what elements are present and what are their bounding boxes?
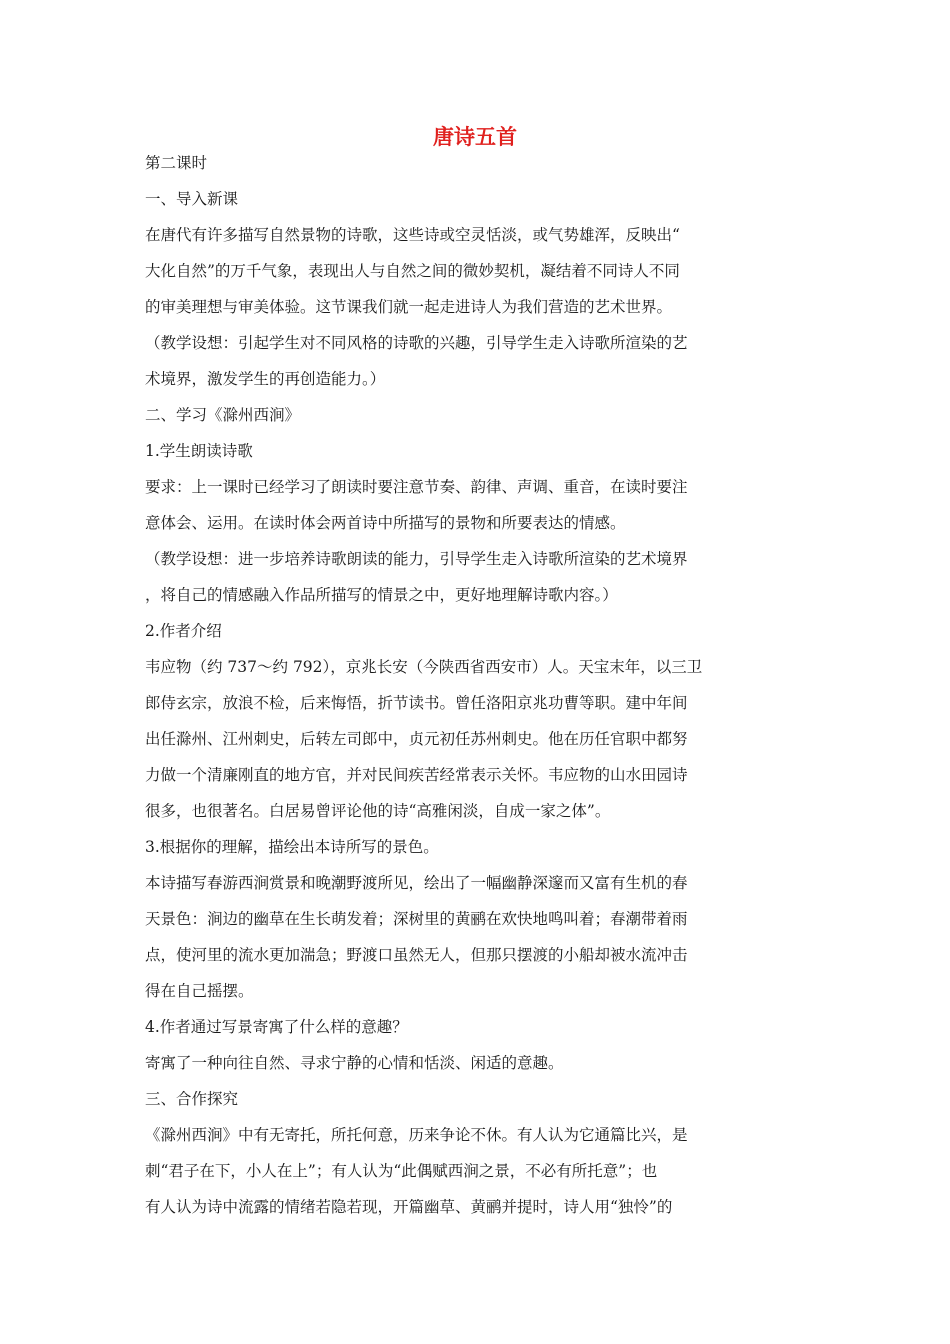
text-line: 得在自己摇摆。 <box>145 982 254 1000</box>
text-line: ，将自己的情感融入作品所描写的情景之中，更好地理解诗歌内容。） <box>145 586 618 604</box>
text-line: （教学设想：进一步培养诗歌朗读的能力，引导学生走入诗歌所渲染的艺术境界 <box>145 550 688 568</box>
text-line: 点，使河里的流水更加湍急；野渡口虽然无人，但那只摆渡的小船却被水流冲击 <box>145 946 688 964</box>
text-line: 韦应物（约 737～约 792），京兆长安（今陕西省西安市）人。天宝末年，以三卫 <box>145 658 703 676</box>
text-line: 本诗描写春游西涧赏景和晚潮野渡所见，绘出了一幅幽静深邃而又富有生机的春 <box>145 874 688 892</box>
text-line: 郎侍玄宗，放浪不检，后来悔悟，折节读书。曾任洛阳京兆功曹等职。建中年间 <box>145 694 688 712</box>
text-line: 有人认为诗中流露的情绪若隐若现，开篇幽草、黄鹂并提时，诗人用“独怜”的 <box>145 1198 673 1216</box>
text-line: 2.作者介绍 <box>145 622 222 640</box>
text-line: 出任滁州、江州刺史，后转左司郎中，贞元初任苏州刺史。他在历任官职中都努 <box>145 730 688 748</box>
document-title: 唐诗五首 <box>433 125 517 149</box>
text-line: 4.作者通过写景寄寓了什么样的意趣？ <box>145 1018 408 1036</box>
text-line: 第二课时 <box>145 154 208 172</box>
text-line: 要求：上一课时已经学习了朗读时要注意节奏、韵律、声调、重音，在读时要注 <box>145 478 688 496</box>
text-line: 1.学生朗读诗歌 <box>145 442 253 460</box>
text-line: 意体会、运用。在读时体会两首诗中所描写的景物和所要表达的情感。 <box>145 514 626 532</box>
text-line: 大化自然”的万千气象，表现出人与自然之间的微妙契机，凝结着不同诗人不同 <box>145 262 680 280</box>
text-line: 的审美理想与审美体验。这节课我们就一起走进诗人为我们营造的艺术世界。 <box>145 298 673 316</box>
text-line: 《滁州西涧》中有无寄托，所托何意，历来争论不休。有人认为它通篇比兴，是 <box>145 1126 688 1144</box>
text-line: 刺“君子在下，小人在上”；有人认为“此偶赋西涧之景，不必有所托意”；也 <box>145 1162 658 1180</box>
text-line: 力做一个清廉刚直的地方官，并对民间疾苦经常表示关怀。韦应物的山水田园诗 <box>145 766 688 784</box>
text-line: 很多，也很著名。白居易曾评论他的诗“高雅闲淡，自成一家之体”。 <box>145 802 611 820</box>
text-line: （教学设想：引起学生对不同风格的诗歌的兴趣，引导学生走入诗歌所渲染的艺 <box>145 334 688 352</box>
text-line: 二、学习《滁州西涧》 <box>145 406 301 424</box>
text-line: 三、合作探究 <box>145 1090 239 1108</box>
text-line: 天景色：涧边的幽草在生长萌发着；深树里的黄鹂在欢快地鸣叫着；春潮带着雨 <box>145 910 688 928</box>
text-line: 在唐代有许多描写自然景物的诗歌，这些诗或空灵恬淡，或气势雄浑，反映出“ <box>145 226 680 244</box>
text-line: 3.根据你的理解，描绘出本诗所写的景色。 <box>145 838 439 856</box>
text-line: 一、导入新课 <box>145 190 239 208</box>
document-body <box>145 145 805 1225</box>
text-line: 术境界，激发学生的再创造能力。） <box>145 370 386 388</box>
text-line: 寄寓了一种向往自然、寻求宁静的心情和恬淡、闲适的意趣。 <box>145 1054 564 1072</box>
